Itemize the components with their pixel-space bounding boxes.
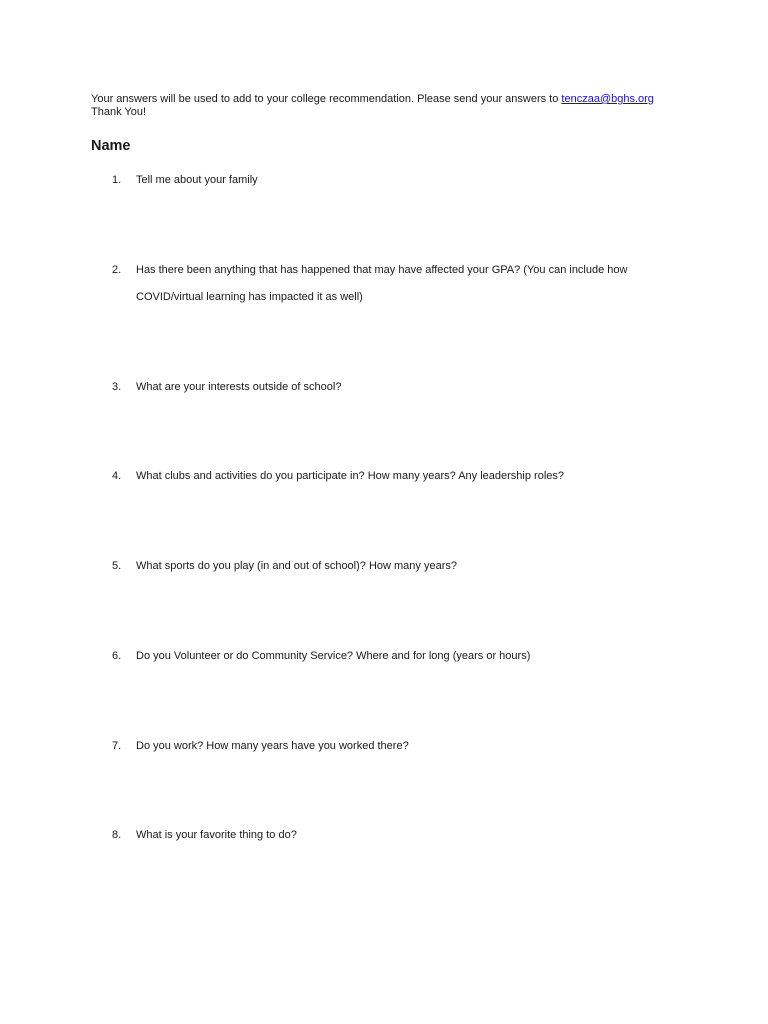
question-number: 6. bbox=[112, 650, 122, 662]
question-number: 3. bbox=[112, 381, 122, 393]
question-text: Tell me about your family bbox=[136, 174, 258, 186]
question-text: What clubs and activities do you participate in? How many years? Any leadership roles? bbox=[136, 470, 565, 482]
question-number: 7. bbox=[112, 740, 122, 752]
question-text: Do you Volunteer or do Community Service? Where and for long (years or hours) bbox=[136, 650, 531, 662]
thank-you-text: Thank You! bbox=[91, 106, 147, 118]
email-link[interactable]: tenczaa@bghs.org bbox=[561, 93, 654, 105]
question-text: Has there been anything that has happened that may have affected your GPA? (You can include how bbox=[136, 264, 628, 276]
question-number: 4. bbox=[112, 470, 122, 482]
question-number: 2. bbox=[112, 264, 122, 276]
question-text: Do you work? How many years have you worked there? bbox=[136, 740, 409, 752]
question-number: 1. bbox=[112, 174, 122, 186]
intro-text: Your answers will be used to add to your college recommendation. Please send your answers to bbox=[91, 93, 562, 105]
name-heading: Name bbox=[91, 138, 131, 154]
question-number: 5. bbox=[112, 560, 122, 572]
question-text: What sports do you play (in and out of school)? How many years? bbox=[136, 560, 457, 572]
question-text-block bbox=[136, 264, 666, 304]
question-number: 8. bbox=[112, 829, 122, 841]
question-text: What are your interests outside of school? bbox=[136, 381, 342, 393]
question-text: What is your favorite thing to do? bbox=[136, 829, 297, 841]
question-text-continued: COVID/virtual learning has impacted it as well) bbox=[136, 291, 363, 303]
intro-paragraph bbox=[91, 93, 731, 119]
